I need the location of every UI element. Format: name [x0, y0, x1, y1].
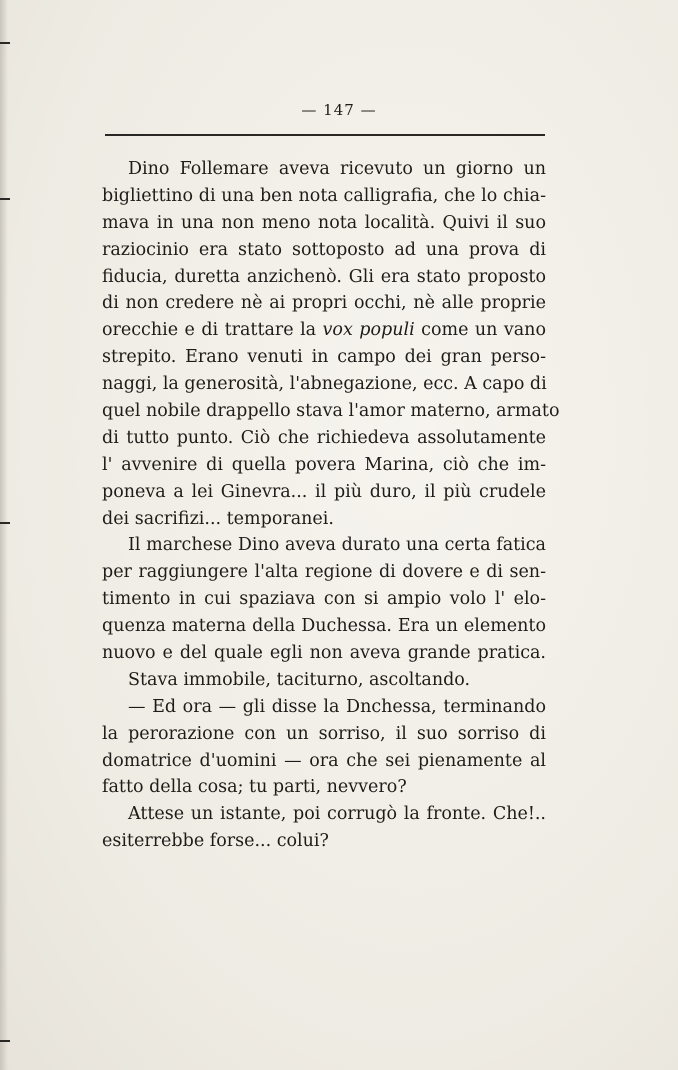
text-line: l' avvenire di quella povera Marina, ciò che im- — [102, 454, 546, 475]
text-line: strepito. Erano venuti in campo dei gran perso- — [102, 347, 546, 368]
text-line: di tutto punto. Ciò che richiedeva assolutamente — [102, 427, 546, 448]
text-line: quenza materna della Duchessa. Era un elemento — [102, 616, 546, 637]
page-number: — 147 — — [301, 101, 377, 119]
edge-mark — [0, 198, 10, 200]
text-line: bigliettino di una ben nota calligrafia, che lo chia- — [102, 185, 546, 206]
text-line: Stava immobile, taciturno, ascoltando. — [128, 669, 471, 690]
text-line: nuovo e del quale egli non aveva grande pratica. — [102, 643, 546, 664]
text-line: esiterrebbe forse... colui? — [102, 831, 329, 852]
text-line: quel nobile drappello stava l'amor materno, armato — [102, 401, 560, 422]
edge-mark — [0, 522, 10, 524]
text-line: orecchie e di trattare la vox populi come un vano — [102, 320, 546, 341]
text-line: dei sacrifizi... temporanei. — [102, 508, 334, 529]
text-line: poneva a lei Ginevra... il più duro, il più crudele — [102, 481, 546, 502]
header-rule — [105, 134, 545, 136]
text-line: fiducia, duretta anzichenò. Gli era stato proposto — [102, 266, 546, 287]
text-line: raziocinio era stato sottoposto ad una prova di — [102, 239, 546, 260]
text-line: domatrice d'uomini — ora che sei pienamente al — [102, 750, 546, 771]
text-line: timento in cui spaziava con si ampio volo l' elo- — [102, 589, 546, 610]
body-text — [102, 156, 560, 855]
italic-phrase: vox populi — [322, 320, 415, 341]
text-line: fatto della cosa; tu parti, nevvero? — [102, 777, 407, 798]
text-line: Attese un istante, poi corrugò la fronte. Che!.. — [128, 804, 546, 825]
edge-mark — [0, 42, 10, 44]
edge-mark — [0, 1040, 10, 1042]
text-line: mava in una non meno nota località. Quivi il suo — [102, 212, 546, 233]
text-line: di non credere nè ai propri occhi, nè alle proprie — [102, 293, 546, 314]
text-line: — Ed ora — gli disse la Dnchessa, terminando — [128, 696, 546, 717]
text-line: naggi, la generosità, l'abnegazione, ecc. A capo di — [102, 374, 547, 395]
text-line: Il marchese Dino aveva durato una certa fatica — [128, 535, 546, 556]
text-line: Dino Follemare aveva ricevuto un giorno un — [128, 159, 546, 179]
binding-edge — [0, 0, 8, 1070]
text-line: per raggiungere l'alta regione di dovere e di sen- — [102, 562, 546, 583]
text-line: la perorazione con un sorriso, il suo sorriso di — [102, 723, 546, 744]
